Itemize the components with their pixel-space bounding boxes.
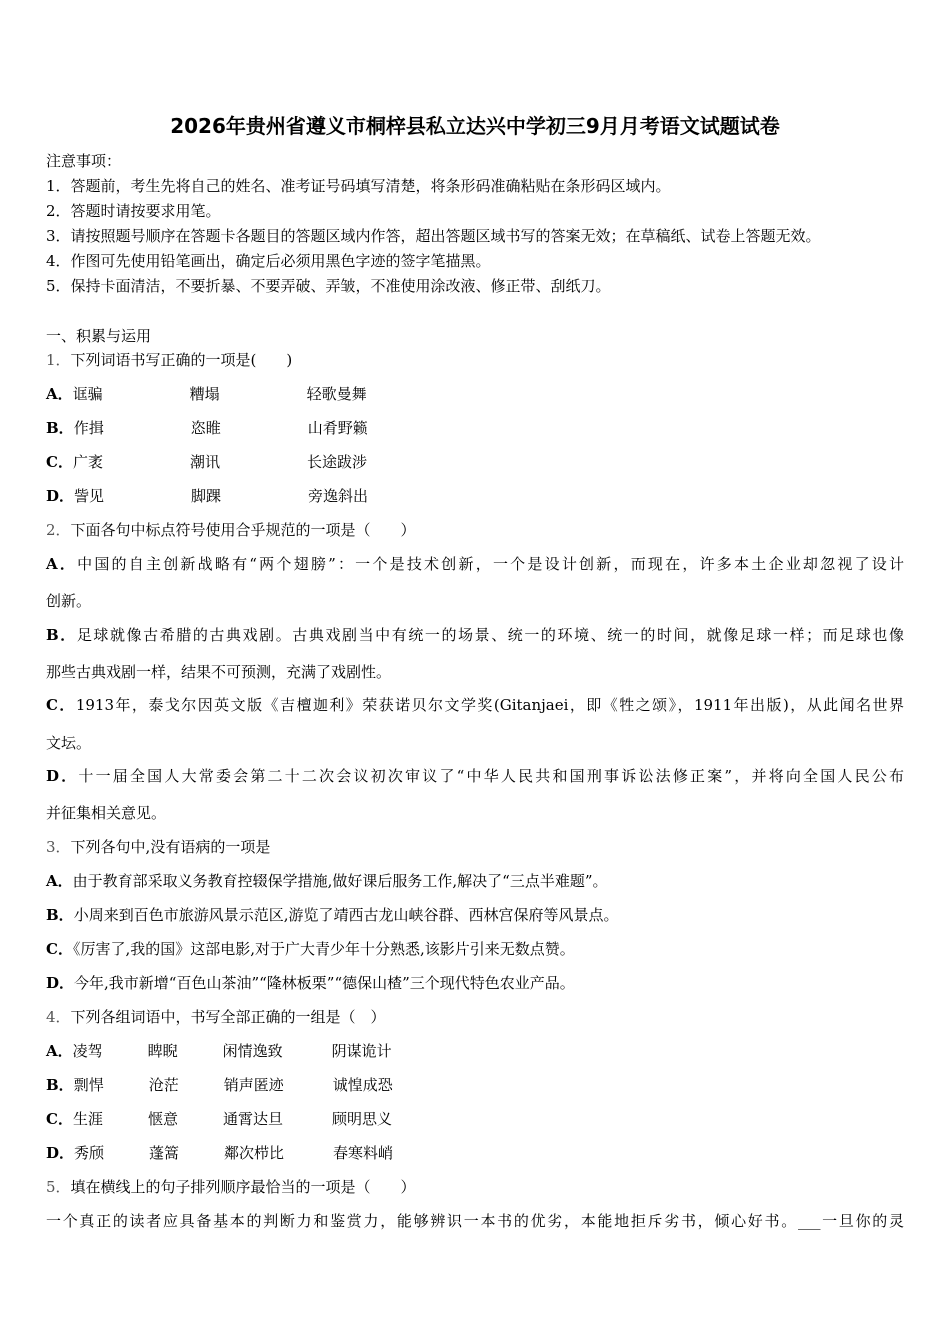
question-number: 3． <box>46 838 71 856</box>
question-3-stem <box>46 837 270 857</box>
option-word: 生涯 <box>72 1110 103 1128</box>
option-word: 顾明思义 <box>331 1110 392 1128</box>
option-label: C． <box>46 940 73 958</box>
option-word: 闲情逸致 <box>222 1042 283 1060</box>
option-text: 1913年，泰戈尔因英文版《吉檀迦利》荣获诺贝尔文学奖(Gitanjaei，即《牲之颂》，1911年出版)，从此闻名世界 <box>75 696 904 714</box>
question-5-stem <box>46 1177 416 1197</box>
option-label: D． <box>46 974 75 992</box>
q2-option-c <box>46 695 904 715</box>
option-word: 秀颀 <box>74 1144 105 1162</box>
option-label: B． <box>46 906 74 924</box>
q4-option-c <box>46 1109 392 1129</box>
option-text: 足球就像古希腊的古典戏剧。古典戏剧当中有统一的场景、统一的环境、统一的时间，就像足球一样；而足球也像 <box>76 626 904 644</box>
q3-option-b <box>46 905 618 925</box>
option-word: 山肴野籁 <box>307 419 368 437</box>
option-text: 十一届全国人大常委会第二十二次会议初次审议了“中华人民共和国刑事诉讼法修正案”，并将向全国人民公布 <box>78 767 905 785</box>
option-word: 訾见 <box>74 487 105 505</box>
notice-item: 5．保持卡面清洁，不要折暴、不要弄破、弄皱，不准使用涂改液、修正带、刮纸刀。 <box>46 277 611 295</box>
option-text: 今年,我市新增“百色山茶油”“隆林板栗”“德保山楂”三个现代特色农业产品。 <box>74 974 575 992</box>
question-text: 下面各句中标点符号使用合乎规范的一项是（ ） <box>70 521 416 539</box>
option-word: 凌驾 <box>72 1042 103 1060</box>
option-word: 诓骗 <box>72 385 103 403</box>
option-label: A． <box>46 1042 73 1060</box>
q1-option-c <box>46 452 367 472</box>
question-number: 4． <box>46 1008 71 1026</box>
q3-option-a <box>46 871 608 891</box>
q2-option-c-cont: 文坛。 <box>46 734 92 752</box>
option-word: 惬意 <box>147 1110 178 1128</box>
q2-option-d <box>46 766 904 786</box>
question-text: 下列各组词语中，书写全部正确的一组是（ ） <box>70 1008 386 1026</box>
option-label: D． <box>46 487 75 505</box>
question-text: 填在横线上的句子排列顺序最恰当的一项是（ ） <box>70 1178 416 1196</box>
option-label: A． <box>46 872 73 890</box>
option-text: 《厉害了,我的国》这部电影,对于广大青少年十分熟悉,该影片引来无数点赞。 <box>72 940 575 958</box>
page-title: 2026年贵州省遵义市桐梓县私立达兴中学初三9月月考语文试题试卷 <box>170 114 780 138</box>
option-word: 通霄达旦 <box>222 1110 283 1128</box>
option-text: 中国的自主创新战略有“两个翅膀”：一个是技术创新，一个是设计创新，而现在，许多本土企业却忽视了设计 <box>77 555 905 573</box>
notice-item: 3．请按照题号顺序在答题卡各题目的答题区域内作答，超出答题区域书写的答案无效；在草稿纸、试卷上答题无效。 <box>46 227 821 245</box>
question-1-stem <box>46 350 292 370</box>
question-number: 2． <box>46 521 71 539</box>
notice-item: 4．作图可先使用铅笔画出，确定后必须用黑色字迹的签字笔描黑。 <box>46 252 491 270</box>
option-word: 潮讯 <box>189 453 220 471</box>
option-word: 春寒料峭 <box>333 1144 394 1162</box>
q1-option-d <box>46 486 368 506</box>
notice-item: 2．答题时请按要求用笔。 <box>46 202 221 220</box>
notice-item: 1．答题前，考生先将自己的姓名、准考证号码填写清楚，将条形码准确粘贴在条形码区域内。 <box>46 177 671 195</box>
option-label: C． <box>46 1110 73 1128</box>
option-word: 糟塌 <box>189 385 220 403</box>
option-word: 鄰次栉比 <box>224 1144 285 1162</box>
option-label: D． <box>46 1144 75 1162</box>
option-word: 蓬篙 <box>149 1144 180 1162</box>
q2-option-a <box>46 554 904 574</box>
option-label: A． <box>46 385 73 403</box>
q3-option-c <box>46 939 575 959</box>
option-word: 旁逸斜出 <box>308 487 369 505</box>
option-word: 销声匿迹 <box>223 1076 284 1094</box>
option-label: B． <box>46 626 77 644</box>
q5-passage: 一个真正的读者应具备基本的判断力和鉴赏力，能够辨识一本书的优劣，本能地拒斥劣书，倾心好书。___一旦你的灵 <box>46 1212 904 1230</box>
q2-option-b-cont: 那些古典戏剧一样，结果不可预测，充满了戏剧性。 <box>46 663 392 681</box>
option-word: 诚惶成恐 <box>332 1076 393 1094</box>
option-word: 长途跋涉 <box>306 453 367 471</box>
option-word: 作揖 <box>73 419 104 437</box>
q1-option-a <box>46 384 367 404</box>
q4-option-a <box>46 1041 392 1061</box>
question-number: 5． <box>46 1178 71 1196</box>
option-word: 脚踝 <box>191 487 222 505</box>
question-2-stem <box>46 520 416 540</box>
option-word: 轻歌曼舞 <box>306 385 367 403</box>
section-heading: 一、积累与运用 <box>46 327 152 345</box>
notice-heading: 注意事项： <box>46 152 122 170</box>
option-label: A． <box>46 555 78 573</box>
option-word: 恣睢 <box>190 419 221 437</box>
option-word: 剽悍 <box>73 1076 104 1094</box>
question-number: 1． <box>46 351 71 369</box>
option-text: 小周来到百色市旅游风景示范区,游览了靖西古龙山峡谷群、西林宫保府等风景点。 <box>73 906 619 924</box>
q4-option-d <box>46 1143 393 1163</box>
option-word: 广袤 <box>72 453 103 471</box>
option-text: 由于教育部采取义务教育控辍保学措施,做好课后服务工作,解决了“三点半难题”。 <box>72 872 608 890</box>
question-text: 下列词语书写正确的一项是( ) <box>70 351 293 369</box>
q4-option-b <box>46 1075 393 1095</box>
option-label: D． <box>46 767 79 785</box>
option-word: 沧茫 <box>148 1076 179 1094</box>
option-label: C． <box>46 696 76 714</box>
option-word: 阴谋诡计 <box>331 1042 392 1060</box>
question-text: 下列各句中,没有语病的一项是 <box>70 838 271 856</box>
q3-option-d <box>46 973 575 993</box>
q1-option-b <box>46 418 368 438</box>
q2-option-b <box>46 625 904 645</box>
option-label: C． <box>46 453 73 471</box>
question-4-stem <box>46 1007 386 1027</box>
q2-option-a-cont: 创新。 <box>46 592 92 610</box>
option-label: B． <box>46 419 74 437</box>
q2-option-d-cont: 并征集相关意见。 <box>46 804 167 822</box>
option-label: B． <box>46 1076 74 1094</box>
option-word: 睥睨 <box>147 1042 178 1060</box>
